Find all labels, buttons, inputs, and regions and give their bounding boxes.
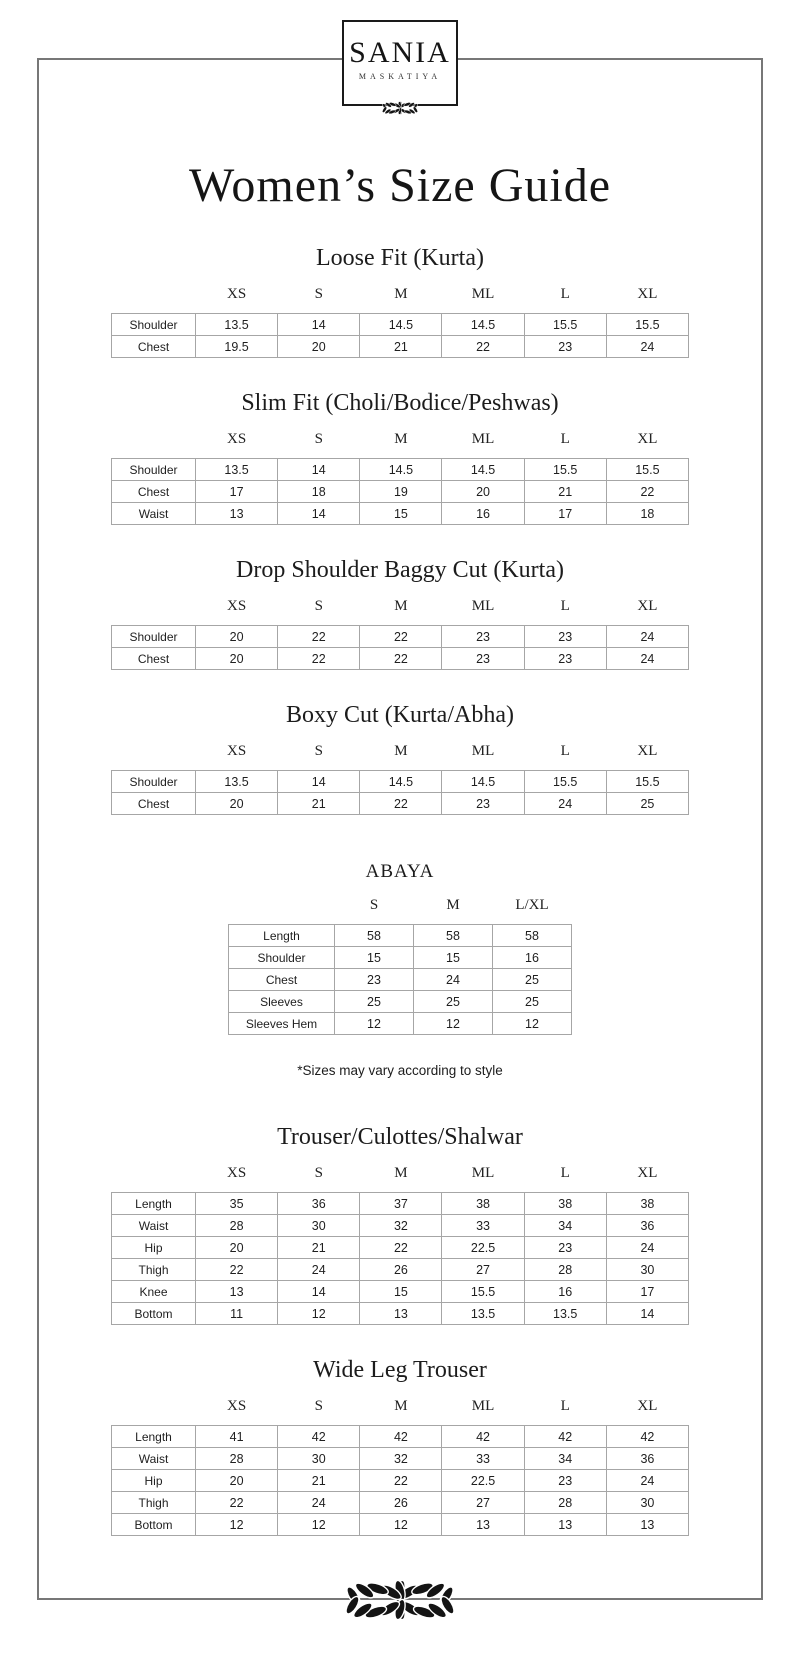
size-value-cell: 24	[414, 969, 493, 991]
size-value-cell: 17	[524, 503, 606, 525]
table-row	[112, 1259, 689, 1281]
row-label: Length	[112, 1426, 196, 1448]
row-label: Length	[112, 1193, 196, 1215]
size-value-cell: 12	[196, 1514, 278, 1536]
size-header: S	[314, 597, 323, 614]
size-value-cell: 19	[360, 481, 442, 503]
section-title: Slim Fit (Choli/Bodice/Peshwas)	[241, 390, 559, 416]
row-label: Shoulder	[112, 626, 196, 648]
size-value-cell: 21	[524, 481, 606, 503]
row-label: Chest	[112, 648, 196, 670]
page-title: Women’s Size Guide	[188, 159, 612, 212]
size-value-cell: 42	[606, 1426, 688, 1448]
size-header: XL	[637, 285, 658, 302]
table-row	[112, 1470, 689, 1492]
size-value-cell: 22	[442, 336, 524, 358]
size-header-row	[229, 895, 572, 925]
size-value-cell: 30	[278, 1448, 360, 1470]
size-value-cell: 25	[493, 991, 572, 1013]
size-header-row	[112, 1396, 689, 1426]
table-row	[112, 793, 689, 815]
size-section	[0, 1357, 800, 1536]
size-value-cell: 25	[493, 969, 572, 991]
size-value-cell: 20	[278, 336, 360, 358]
size-value-cell: 34	[524, 1215, 606, 1237]
size-value-cell: 26	[360, 1492, 442, 1514]
size-header: S	[314, 430, 323, 447]
size-value-cell: 23	[442, 648, 524, 670]
size-value-cell: 28	[196, 1448, 278, 1470]
size-value-cell: 20	[442, 481, 524, 503]
row-label: Waist	[112, 1448, 196, 1470]
size-value-cell: 16	[442, 503, 524, 525]
size-header: M	[394, 1397, 408, 1414]
row-label: Bottom	[112, 1514, 196, 1536]
section-title: Wide Leg Trouser	[313, 1357, 487, 1383]
size-value-cell: 15.5	[524, 771, 606, 793]
table-row	[112, 459, 689, 481]
table-row	[229, 1013, 572, 1035]
size-value-cell: 23	[442, 626, 524, 648]
size-value-cell: 14	[606, 1303, 688, 1325]
size-value-cell: 13.5	[196, 314, 278, 336]
section-title: Trouser/Culottes/Shalwar	[277, 1124, 523, 1150]
size-value-cell: 15.5	[524, 314, 606, 336]
row-label: Shoulder	[112, 459, 196, 481]
size-value-cell: 12	[278, 1514, 360, 1536]
size-value-cell: 20	[196, 626, 278, 648]
size-header-blank	[112, 429, 196, 459]
size-header: L	[560, 1397, 570, 1414]
size-header: M	[394, 597, 408, 614]
section-title: Drop Shoulder Baggy Cut (Kurta)	[236, 557, 564, 583]
size-value-cell: 13.5	[196, 459, 278, 481]
row-label: Sleeves	[229, 991, 335, 1013]
size-header: ML	[471, 285, 495, 302]
size-value-cell: 33	[442, 1448, 524, 1470]
size-value-cell: 58	[335, 925, 414, 947]
size-value-cell: 36	[278, 1193, 360, 1215]
size-value-cell: 21	[278, 1237, 360, 1259]
size-value-cell: 38	[606, 1193, 688, 1215]
size-value-cell: 22	[278, 648, 360, 670]
size-value-cell: 24	[606, 336, 688, 358]
size-header: L	[560, 1164, 570, 1181]
size-value-cell: 22	[360, 626, 442, 648]
size-value-cell: 11	[196, 1303, 278, 1325]
size-value-cell: 20	[196, 793, 278, 815]
size-table	[111, 284, 689, 358]
size-header: L	[560, 742, 570, 759]
size-header: S	[314, 1397, 323, 1414]
size-value-cell: 15	[414, 947, 493, 969]
size-header: L	[560, 597, 570, 614]
table-row	[112, 771, 689, 793]
table-row	[112, 1281, 689, 1303]
size-value-cell: 18	[606, 503, 688, 525]
size-value-cell: 17	[606, 1281, 688, 1303]
size-value-cell: 22	[360, 648, 442, 670]
size-value-cell: 24	[606, 1237, 688, 1259]
size-value-cell: 16	[493, 947, 572, 969]
size-value-cell: 20	[196, 1470, 278, 1492]
size-value-cell: 14.5	[360, 771, 442, 793]
size-header-row	[112, 1163, 689, 1193]
row-label: Chest	[229, 969, 335, 991]
size-header: XS	[226, 430, 247, 447]
table-row	[112, 1193, 689, 1215]
row-label: Hip	[112, 1237, 196, 1259]
size-value-cell: 15.5	[606, 459, 688, 481]
size-header-blank	[229, 895, 335, 925]
size-value-cell: 12	[414, 1013, 493, 1035]
size-value-cell: 28	[196, 1215, 278, 1237]
size-value-cell: 15.5	[524, 459, 606, 481]
size-value-cell: 14	[278, 771, 360, 793]
brand-name: SANIA	[349, 36, 451, 69]
size-value-cell: 15	[335, 947, 414, 969]
size-value-cell: 13	[442, 1514, 524, 1536]
size-value-cell: 22	[606, 481, 688, 503]
row-label: Shoulder	[229, 947, 335, 969]
size-section	[0, 1124, 800, 1325]
size-value-cell: 36	[606, 1448, 688, 1470]
size-header: XL	[637, 742, 658, 759]
row-label: Chest	[112, 481, 196, 503]
size-value-cell: 14	[278, 459, 360, 481]
size-value-cell: 37	[360, 1193, 442, 1215]
size-value-cell: 21	[278, 1470, 360, 1492]
table-row	[229, 969, 572, 991]
brand-subtitle: MASKATIYA	[358, 72, 442, 81]
size-header: L	[560, 285, 570, 302]
laurel-leaf-icon	[305, 1572, 495, 1628]
sizes-vary-footnote: *Sizes may vary according to style	[297, 1063, 503, 1078]
size-value-cell: 22	[278, 626, 360, 648]
size-value-cell: 15.5	[442, 1281, 524, 1303]
size-value-cell: 32	[360, 1448, 442, 1470]
row-label: Hip	[112, 1470, 196, 1492]
size-section	[0, 245, 800, 358]
size-header-blank	[112, 284, 196, 314]
size-section	[0, 861, 800, 1078]
size-value-cell: 13.5	[442, 1303, 524, 1325]
size-value-cell: 15.5	[606, 314, 688, 336]
size-header: L/XL	[515, 896, 549, 913]
size-value-cell: 14.5	[360, 314, 442, 336]
table-row	[112, 626, 689, 648]
table-row	[112, 314, 689, 336]
row-label: Knee	[112, 1281, 196, 1303]
table-row	[112, 1303, 689, 1325]
size-value-cell: 13.5	[524, 1303, 606, 1325]
size-header: S	[314, 1164, 323, 1181]
size-header-row	[112, 284, 689, 314]
row-label: Chest	[112, 793, 196, 815]
size-table	[111, 1163, 689, 1325]
size-header-row	[112, 429, 689, 459]
size-value-cell: 24	[606, 1470, 688, 1492]
size-value-cell: 13.5	[196, 771, 278, 793]
size-value-cell: 14.5	[360, 459, 442, 481]
size-header: ML	[471, 742, 495, 759]
size-header: XL	[637, 1397, 658, 1414]
size-value-cell: 27	[442, 1492, 524, 1514]
size-value-cell: 20	[196, 1237, 278, 1259]
size-header: ML	[471, 430, 495, 447]
size-value-cell: 13	[196, 503, 278, 525]
size-value-cell: 25	[414, 991, 493, 1013]
size-header: S	[314, 742, 323, 759]
size-value-cell: 30	[606, 1259, 688, 1281]
size-value-cell: 21	[360, 336, 442, 358]
size-value-cell: 12	[493, 1013, 572, 1035]
table-row	[112, 336, 689, 358]
size-value-cell: 13	[196, 1281, 278, 1303]
size-value-cell: 14.5	[442, 459, 524, 481]
size-value-cell: 24	[606, 648, 688, 670]
size-value-cell: 14.5	[442, 771, 524, 793]
size-value-cell: 24	[278, 1259, 360, 1281]
row-label: Sleeves Hem	[229, 1013, 335, 1035]
table-row	[112, 648, 689, 670]
table-row	[112, 481, 689, 503]
size-value-cell: 23	[335, 969, 414, 991]
size-header: XS	[226, 1164, 247, 1181]
size-section	[0, 702, 800, 815]
size-value-cell: 42	[360, 1426, 442, 1448]
size-value-cell: 23	[524, 1237, 606, 1259]
size-section	[0, 557, 800, 670]
size-value-cell: 19.5	[196, 336, 278, 358]
size-header: S	[314, 285, 323, 302]
size-value-cell: 34	[524, 1448, 606, 1470]
size-value-cell: 24	[606, 626, 688, 648]
size-header: XL	[637, 430, 658, 447]
size-table	[111, 1396, 689, 1536]
size-value-cell: 25	[606, 793, 688, 815]
size-value-cell: 24	[524, 793, 606, 815]
size-value-cell: 58	[493, 925, 572, 947]
size-value-cell: 14	[278, 314, 360, 336]
size-header-blank	[112, 1163, 196, 1193]
size-header: M	[394, 285, 408, 302]
size-value-cell: 41	[196, 1426, 278, 1448]
size-value-cell: 32	[360, 1215, 442, 1237]
size-value-cell: 42	[278, 1426, 360, 1448]
table-row	[229, 947, 572, 969]
size-value-cell: 23	[442, 793, 524, 815]
table-row	[112, 1237, 689, 1259]
size-header: XS	[226, 742, 247, 759]
size-value-cell: 22	[196, 1259, 278, 1281]
size-table	[111, 596, 689, 670]
size-value-cell: 14.5	[442, 314, 524, 336]
size-header-blank	[112, 596, 196, 626]
size-section	[0, 390, 800, 525]
size-value-cell: 12	[278, 1303, 360, 1325]
size-value-cell: 38	[524, 1193, 606, 1215]
section-title: Loose Fit (Kurta)	[316, 245, 484, 271]
table-row	[112, 1215, 689, 1237]
size-header: ML	[471, 1164, 495, 1181]
size-value-cell: 38	[442, 1193, 524, 1215]
row-label: Chest	[112, 336, 196, 358]
size-header: M	[446, 896, 460, 913]
size-value-cell: 22	[360, 1237, 442, 1259]
size-header: M	[394, 430, 408, 447]
size-value-cell: 15	[360, 503, 442, 525]
size-value-cell: 28	[524, 1259, 606, 1281]
size-value-cell: 22.5	[442, 1237, 524, 1259]
row-label: Thigh	[112, 1492, 196, 1514]
size-header-blank	[112, 1396, 196, 1426]
size-value-cell: 23	[524, 626, 606, 648]
size-value-cell: 17	[196, 481, 278, 503]
row-label: Length	[229, 925, 335, 947]
size-value-cell: 20	[196, 648, 278, 670]
size-value-cell: 14	[278, 1281, 360, 1303]
size-header: M	[394, 742, 408, 759]
laurel-leaf-icon	[369, 99, 431, 117]
size-value-cell: 22.5	[442, 1470, 524, 1492]
section-title: ABAYA	[365, 861, 435, 882]
size-header: L	[560, 430, 570, 447]
size-value-cell: 36	[606, 1215, 688, 1237]
row-label: Thigh	[112, 1259, 196, 1281]
size-value-cell: 16	[524, 1281, 606, 1303]
size-value-cell: 13	[524, 1514, 606, 1536]
size-value-cell: 27	[442, 1259, 524, 1281]
size-value-cell: 13	[606, 1514, 688, 1536]
size-header: ML	[471, 1397, 495, 1414]
size-value-cell: 14	[278, 503, 360, 525]
size-value-cell: 26	[360, 1259, 442, 1281]
size-header: XS	[226, 1397, 247, 1414]
size-value-cell: 13	[360, 1303, 442, 1325]
brand-logo	[342, 20, 458, 106]
size-value-cell: 12	[360, 1514, 442, 1536]
table-row	[112, 503, 689, 525]
size-header: S	[369, 896, 379, 913]
row-label: Shoulder	[112, 314, 196, 336]
size-value-cell: 22	[360, 1470, 442, 1492]
size-value-cell: 12	[335, 1013, 414, 1035]
size-table	[111, 741, 689, 815]
size-value-cell: 18	[278, 481, 360, 503]
size-table	[228, 895, 572, 1035]
table-row	[112, 1426, 689, 1448]
row-label: Waist	[112, 1215, 196, 1237]
size-value-cell: 21	[278, 793, 360, 815]
size-header: M	[394, 1164, 408, 1181]
size-header-row	[112, 741, 689, 771]
table-row	[112, 1514, 689, 1536]
size-header: XL	[637, 1164, 658, 1181]
table-row	[112, 1492, 689, 1514]
size-header: XL	[637, 597, 658, 614]
row-label: Shoulder	[112, 771, 196, 793]
size-sections-container	[0, 245, 800, 1536]
size-header: XS	[226, 285, 247, 302]
size-value-cell: 23	[524, 1470, 606, 1492]
size-value-cell: 42	[524, 1426, 606, 1448]
table-row	[229, 925, 572, 947]
row-label: Bottom	[112, 1303, 196, 1325]
size-value-cell: 22	[196, 1492, 278, 1514]
section-title: Boxy Cut (Kurta/Abha)	[286, 702, 514, 728]
size-header-row	[112, 596, 689, 626]
size-value-cell: 30	[606, 1492, 688, 1514]
size-value-cell: 23	[524, 336, 606, 358]
size-value-cell: 30	[278, 1215, 360, 1237]
table-row	[229, 991, 572, 1013]
size-value-cell: 22	[360, 793, 442, 815]
size-value-cell: 42	[442, 1426, 524, 1448]
size-value-cell: 15.5	[606, 771, 688, 793]
size-value-cell: 35	[196, 1193, 278, 1215]
size-header: ML	[471, 597, 495, 614]
size-header-blank	[112, 741, 196, 771]
size-table	[111, 429, 689, 525]
size-value-cell: 15	[360, 1281, 442, 1303]
size-value-cell: 23	[524, 648, 606, 670]
size-value-cell: 33	[442, 1215, 524, 1237]
size-value-cell: 24	[278, 1492, 360, 1514]
size-header: XS	[226, 597, 247, 614]
size-value-cell: 25	[335, 991, 414, 1013]
table-row	[112, 1448, 689, 1470]
size-value-cell: 28	[524, 1492, 606, 1514]
row-label: Waist	[112, 503, 196, 525]
size-value-cell: 58	[414, 925, 493, 947]
